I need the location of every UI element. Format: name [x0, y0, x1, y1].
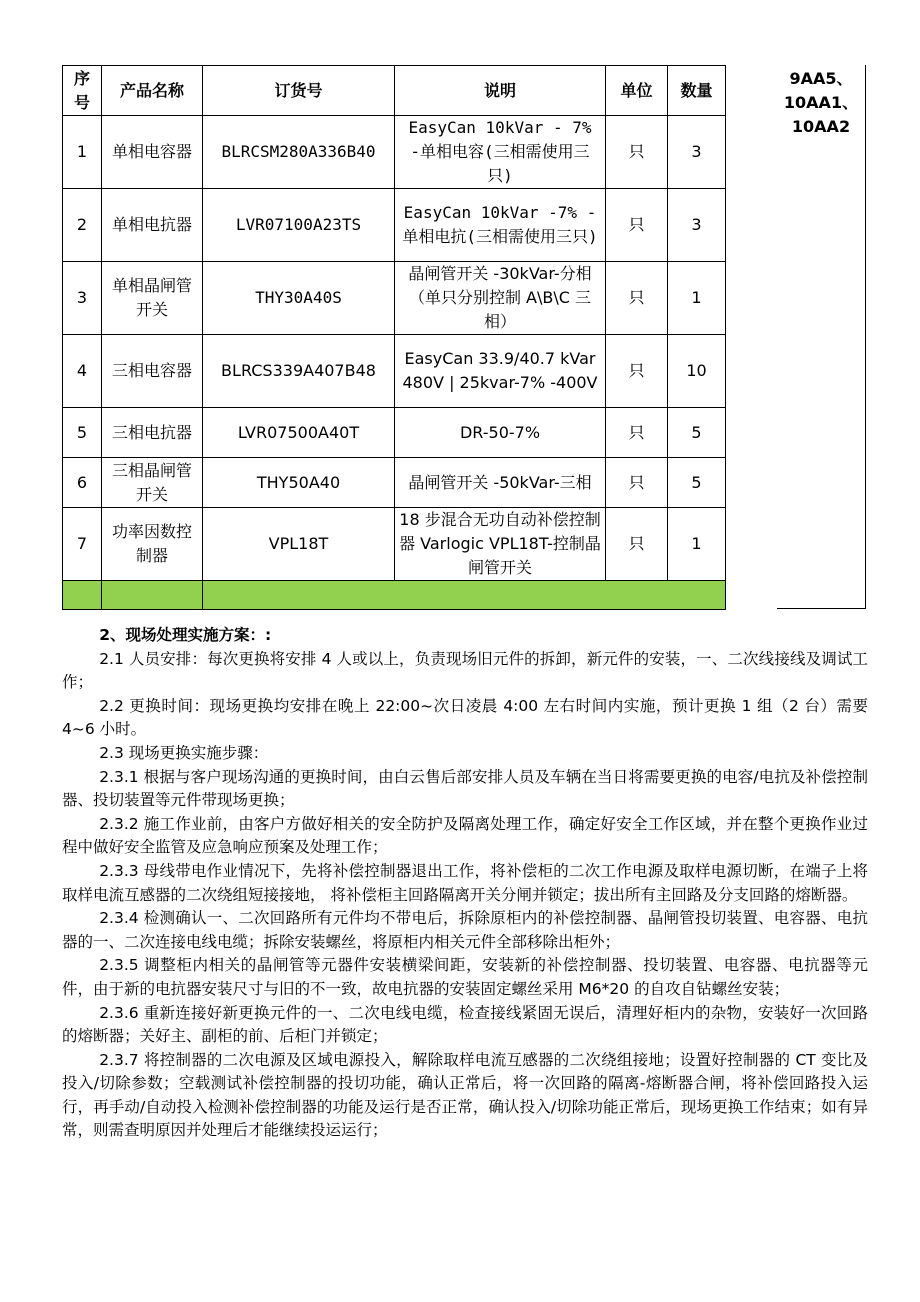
cell-unit: 只 [606, 335, 668, 408]
paragraph: 2.3.3 母线带电作业情况下，先将补偿控制器退出工作，将补偿柜的二次工作电源及取样电源切断，在端子上将取样电流互感器的二次绕组短接接地， 将补偿柜主回路隔离开关分闸并锁定；拔出所有主回路及分支回路的熔断器。 [62, 861, 868, 904]
cell-qty: 3 [668, 189, 726, 262]
header-qty: 数量 [668, 66, 726, 116]
cell-unit: 只 [606, 262, 668, 335]
cell-order: VPL18T [203, 508, 395, 581]
cell-qty: 1 [668, 262, 726, 335]
cell-order: BLRCS339A407B48 [203, 335, 395, 408]
cell-name: 功率因数控制器 [102, 508, 203, 581]
cell-unit: 只 [606, 189, 668, 262]
header-unit: 单位 [606, 66, 668, 116]
paragraph: 2.3.7 将控制器的二次电源及区域电源投入，解除取样电流互感器的二次绕组接地；设置好控制器的 CT 变比及投入/切除参数；空载测试补偿控制器的投切功能，确认正常后，将一次回路的隔离-熔断器合闸，将补偿回路投入运行，再手动/自动投入检测补偿控制器的功能及运行是否正常，确认投入/切除功能正常后，现场更换工作结束；如有异常，则需查明原因并处理后才能继续投运运行； [62, 1050, 868, 1140]
table-row [63, 508, 726, 581]
cell-desc: EasyCan 33.9/40.7 kVar 480V | 25kvar-7% -400V [395, 335, 606, 408]
cell-qty: 1 [668, 508, 726, 581]
header-order: 订货号 [203, 66, 395, 116]
cell-unit: 只 [606, 116, 668, 189]
table-empty-row [63, 581, 726, 610]
cell-qty: 3 [668, 116, 726, 189]
paragraph: 2.3.6 重新连接好新更换元件的一、二次电线电缆，检查接线紧固无误后，清理好柜内的杂物，安装好一次回路的熔断器；关好主、副柜的前、后柜门并锁定； [62, 1003, 868, 1046]
paragraph: 2.3.2 施工作业前，由客户方做好相关的安全防护及隔离处理工作，确定好安全工作区域，并在整个更换作业过程中做好安全监管及应急响应预案及处理工作； [62, 814, 868, 857]
header-name: 产品名称 [102, 66, 203, 116]
cell-unit: 只 [606, 408, 668, 458]
table-header-row [63, 66, 726, 116]
product-table [62, 65, 726, 610]
paragraph: 2.3.1 根据与客户现场沟通的更换时间，由白云售后部安排人员及车辆在当日将需要更换的电容/电抗及补偿控制器、投切装置等元件带现场更换； [62, 767, 868, 810]
cell-name: 三相晶闸管开关 [102, 458, 203, 508]
paragraph: 2.1 人员安排：每次更换将安排 4 人或以上，负责现场旧元件的拆卸，新元件的安装，一、二次线接线及调试工作； [62, 649, 868, 692]
table-row [63, 408, 726, 458]
implementation-section [62, 624, 868, 1143]
cell-unit: 只 [606, 508, 668, 581]
paragraph: 2.3 现场更换实施步骤： [99, 743, 269, 762]
header-seq: 序号 [63, 66, 102, 116]
cell-name: 单相电容器 [102, 116, 203, 189]
cell-desc: EasyCan 10kVar -7% -单相电抗(三相需使用三只) [395, 189, 606, 262]
cell-seq: 5 [63, 408, 102, 458]
paragraph: 2.3.5 调整柜内相关的晶闸管等元器件安装横梁间距，安装新的补偿控制器、投切装置、电容器、电抗器等元件，由于新的电抗器安装尺寸与旧的不一致，故电抗器的安装固定螺丝采用 M6*20 的自攻自钻螺丝安装； [62, 956, 868, 998]
cell-seq: 4 [63, 335, 102, 408]
cell-name: 单相晶闸管开关 [102, 262, 203, 335]
paragraph: 2.2 更换时间：现场更换均安排在晚上 22:00~次日凌晨 4:00 左右时间内实施，预计更换 1 组（2 台）需要 4~6 小时。 [62, 696, 868, 739]
cell-name: 三相电容器 [102, 335, 203, 408]
cell-order: BLRCSM280A336B40 [203, 116, 395, 189]
cell-name: 单相电抗器 [102, 189, 203, 262]
cell-qty: 5 [668, 458, 726, 508]
cell-order: THY30A40S [203, 262, 395, 335]
cell-order: LVR07500A40T [203, 408, 395, 458]
empty-cell [102, 581, 203, 610]
cell-seq: 6 [63, 458, 102, 508]
cell-seq: 1 [63, 116, 102, 189]
cell-name: 三相电抗器 [102, 408, 203, 458]
cell-seq: 3 [63, 262, 102, 335]
table-row [63, 458, 726, 508]
paragraph: 2.3.4 检测确认一、二次回路所有元件均不带电后，拆除原柜内的补偿控制器、晶闸管投切装置、电容器、电抗器的一、二次连接电线电缆；拆除安装螺丝，将原柜内相关元件全部移除出柜外； [62, 909, 868, 951]
table-row [63, 189, 726, 262]
section-title: 2、现场处理实施方案：: [99, 626, 272, 644]
header-desc: 说明 [395, 66, 606, 116]
table-row [63, 116, 726, 189]
empty-cell [203, 581, 726, 610]
cell-desc: 18 步混合无功自动补偿控制器 Varlogic VPL18T-控制晶闸管开关 [395, 508, 606, 581]
cell-qty: 10 [668, 335, 726, 408]
table-row [63, 335, 726, 408]
cell-seq: 2 [63, 189, 102, 262]
cell-desc: DR-50-7% [395, 408, 606, 458]
cell-order: LVR07100A23TS [203, 189, 395, 262]
cell-desc: 晶闸管开关 -50kVar-三相 [395, 458, 606, 508]
product-table-area [62, 65, 866, 610]
cell-seq: 7 [63, 508, 102, 581]
cell-desc: EasyCan 10kVar - 7% -单相电容(三相需使用三只) [395, 116, 606, 189]
cell-unit: 只 [606, 458, 668, 508]
cell-qty: 5 [668, 408, 726, 458]
table-row [63, 262, 726, 335]
cell-desc: 晶闸管开关 -30kVar-分相（单只分别控制 A\B\C 三相） [395, 262, 606, 335]
side-note: 9AA5、 10AA1、 10AA2 [783, 69, 859, 136]
cell-order: THY50A40 [203, 458, 395, 508]
side-note-column [777, 65, 866, 609]
empty-cell [63, 581, 102, 610]
